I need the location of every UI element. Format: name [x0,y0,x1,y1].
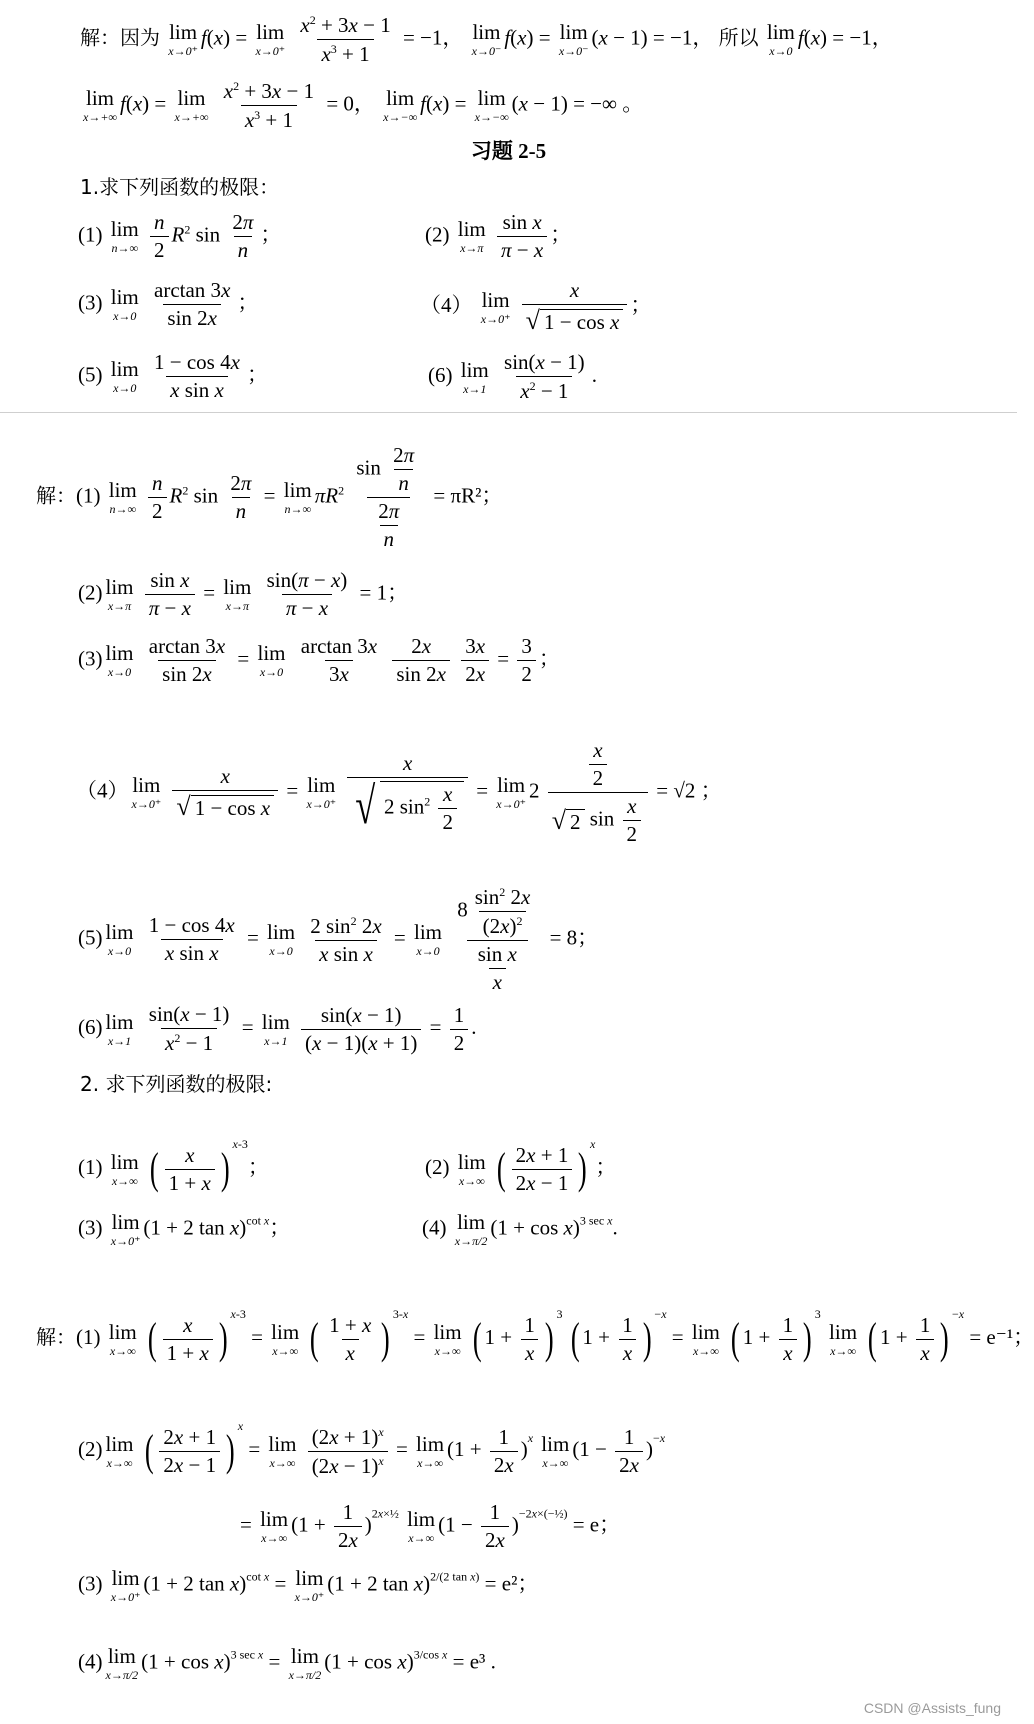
q1-prompt: 1.求下列函数的极限： [80,175,280,199]
prev-eq-minus1-a: = −1 [402,25,443,50]
q2-label-1: (1) [78,1155,103,1179]
q1-label-2: (2) [425,222,450,247]
sol1-line-3: (3) lim x→0 $\frac{\arctan 3x}{\sin 2x}$ = lim x→0 $\frac{\arctan 3x}{3x}$ $\frac{2x}{\sin 2x}$ $\frac{3x}{2x}$ = $\frac{3}{2}$ ； [78,634,560,686]
q2-prompt: 2. 求下列函数的极限: [80,1072,273,1096]
sol2-result-3: = e²； [484,1571,539,1596]
q1-label-6: (6) [428,362,453,387]
section-title: 习题 2-5 [470,139,547,163]
sol2-result-1: = e⁻¹； [969,1325,1034,1349]
sol1-result-6: 1 [453,1002,465,1027]
prev-solution-line-2: lim x→+∞ f(x) = lim x→+∞ $\frac{x^2 + 3x - 1}{x^3 + 1}$ = 0， lim x→−∞ f(x) = lim x→−∞ (x − 1) = −∞ 。 [83,79,644,132]
sol1-line-2: (2) lim x→π $\frac{\text{sin x}}{\pi - x}$ = lim x→π $\frac{\sin(\pi - x)}{\pi - x}$ = 1； [78,568,409,620]
sol2-prefix: 解： [36,1325,76,1349]
sol2-result-4: = e³ . [452,1649,496,1674]
q2-item-2: (2) lim x→∞ ( $\frac{2x + 1}{2x - 1}$ )$^x$； [425,1137,617,1195]
q2-label-3: (3) [78,1215,103,1240]
sol2-line-2a: (2) lim x→∞ ( $\frac{2x + 1}{2x - 1}$ )$^x$ = lim x→∞ $\frac{(2x + 1)^x}{(2x - 1)^x}$ = lim x→∞ (1 + $\frac{1}{2x}$ )$^x$ lim x→∞ (1 − $\frac{1}{2x}$ )$^{-x}$ [78,1419,666,1478]
q1-item-4: （4） lim x→0⁺ $\frac{x}{\text{√ 1 − cos x}}$ ； [420,278,652,335]
q2-label-2: (2) [425,1155,450,1179]
q1-item-2: (2) lim x→π $\frac{\text{sin x}}{\pi - x}$ ； [425,210,572,262]
watermark: CSDN @Assists_fung [863,1700,1001,1716]
q1-label-1: (1) [78,222,103,247]
q1-item-5: (5) lim x→0 $\frac{1 - \cos 4x}{\text{x sin x}}$ ； [78,350,268,402]
prev-eq-neginf: = −∞ 。 [573,91,644,116]
sol1-result-5: = 8； [549,925,599,950]
sol1-result-4: = √2 ； [656,778,722,803]
prev-solution-so: 所以 [718,25,759,50]
sol2-result-2: = e； [572,1512,621,1537]
q2-item-1: (1) lim x→∞ ( $\frac{x}{1 + x}$ )$^{x-3}$； [78,1137,269,1195]
q1-label-5: (5) [78,362,103,387]
prev-eq-minus1-b: = −1 [652,25,693,50]
sol2-line-4: (4) lim x→π/2 $(1 + \cos x)^{3 sec x}$ = lim x→π/2 $(1 + \cos x)^{3/cos x} = e^3$ . [78,1644,496,1682]
prev-solution-intro: 解：因为 [80,25,160,50]
q1-label-3: (3) [78,290,103,315]
sol1-result-2: = 1； [359,580,409,605]
q1-item-3: (3) lim x→0 $\frac{\arctan 3x}{\sin 2x}$ ； [78,278,259,330]
sol1-line-4: （4） lim x→0⁺ $\frac{x}{\text{√ 1 − cos x}}$ = lim x→0⁺ x √ 2 $\sin^2$ $\frac{x}{2}$ = lim x→0⁺ 2 $\frac{x}{2}$ √ 2 sin $\frac{x}{2}$ = √2 ； [76,738,722,846]
prev-solution-line-1: 解：因为 lim x→0⁺ f(x) = lim x→0⁺ $\frac{x^2 + 3x - 1}{x^3 + 1}$ = −1， lim x→0⁻ f(x) = lim x→0⁻ (x − 1) = −1， 所以 lim x→0 f(x) = −1， [80,13,893,66]
q2-item-4: (4) lim x→π/2 $(1 + \cos x)^{3 sec x}$. [422,1210,618,1248]
sol1-result-3: 3 [521,634,532,658]
sol2-line-3: (3) lim x→0⁺ (1 + 2 tan x)$^{cot x}$ = lim x→0⁺ (1 + 2 tan x)$^{2/(2 tan x)}$ = e²； [78,1566,539,1604]
q1-label-4: （4） [420,292,473,317]
sol2-line-2b: = lim x→∞ (1 + $\frac{1}{2x}$ )$^{2x\times\frac{1}{2}}$ lim x→∞ (1 − $\frac{1}{2x}$ )$^{-2x\times(-\frac{1}{2})}$ = e； [240,1500,621,1552]
prev-eq-minus1-c: = −1 [832,25,872,50]
q2-label-4: (4) [422,1215,447,1240]
section-divider [0,412,1017,413]
sol1-result-1: = πR²； [433,483,503,508]
q2-item-3: (3) lim x→0⁺ (1 + 2 tan x)$^{cot x}$； [78,1210,291,1248]
sol1-line-1: 解：(1) lim n→∞ $\frac{n}{2}$ $R^2$ sin $\frac{2\pi}{n}$ = lim n→∞ $\pi R^2$ sin $\frac{2\pi}{n}$ $\frac{2\pi}{n}$ = πR²； [36,443,503,551]
prev-eq-zero: = 0 [326,91,354,116]
sol2-line-1: 解：(1) lim x→∞ ( $\frac{x}{1 + x}$ )$^{x-3}$ = lim x→∞ ( $\frac{1 + x}{x}$ )$^{3-x}$ = lim x→∞ ( 1 + $\frac{1}{x}$ )$^3$ ( 1 + $\frac{1}{x}$ )$^{-x}$ = lim x→∞ ( 1 + $\frac{1}{x}$ )$^3$ lim x→∞ ( 1 + $\frac{1}{x}$ )$^{-x}$ = e⁻¹； [36,1307,1034,1365]
q1-item-6: (6) lim x→1 $\frac{\sin(x - 1)}{x^2 - 1}$ . [428,350,597,403]
sol1-line-5: (5) lim x→0 $\frac{1 - \cos 4x}{\text{x sin x}}$ = lim x→0 $\frac{2 \sin^2 2x}{\text{x sin x}}$ = lim x→0 8 $\frac{\sin^2 2x}{(2x)^2}$ $\frac{\text{sin x}}{x}$ = 8； [78,885,599,994]
q1-item-1: (1) lim n→∞ $\frac{n}{2}$ $R^2$ sin $\frac{2\pi}{n}$ ； [78,210,282,262]
sol1-line-6: (6) lim x→1 $\frac{\sin(x - 1)}{x^2 - 1}$ = lim x→1 $\frac{\sin(x - 1)}{(x - 1)(x + 1)}$ = $\frac{1}{2}$ . [78,1002,477,1055]
sol1-prefix: 解： [36,483,76,508]
